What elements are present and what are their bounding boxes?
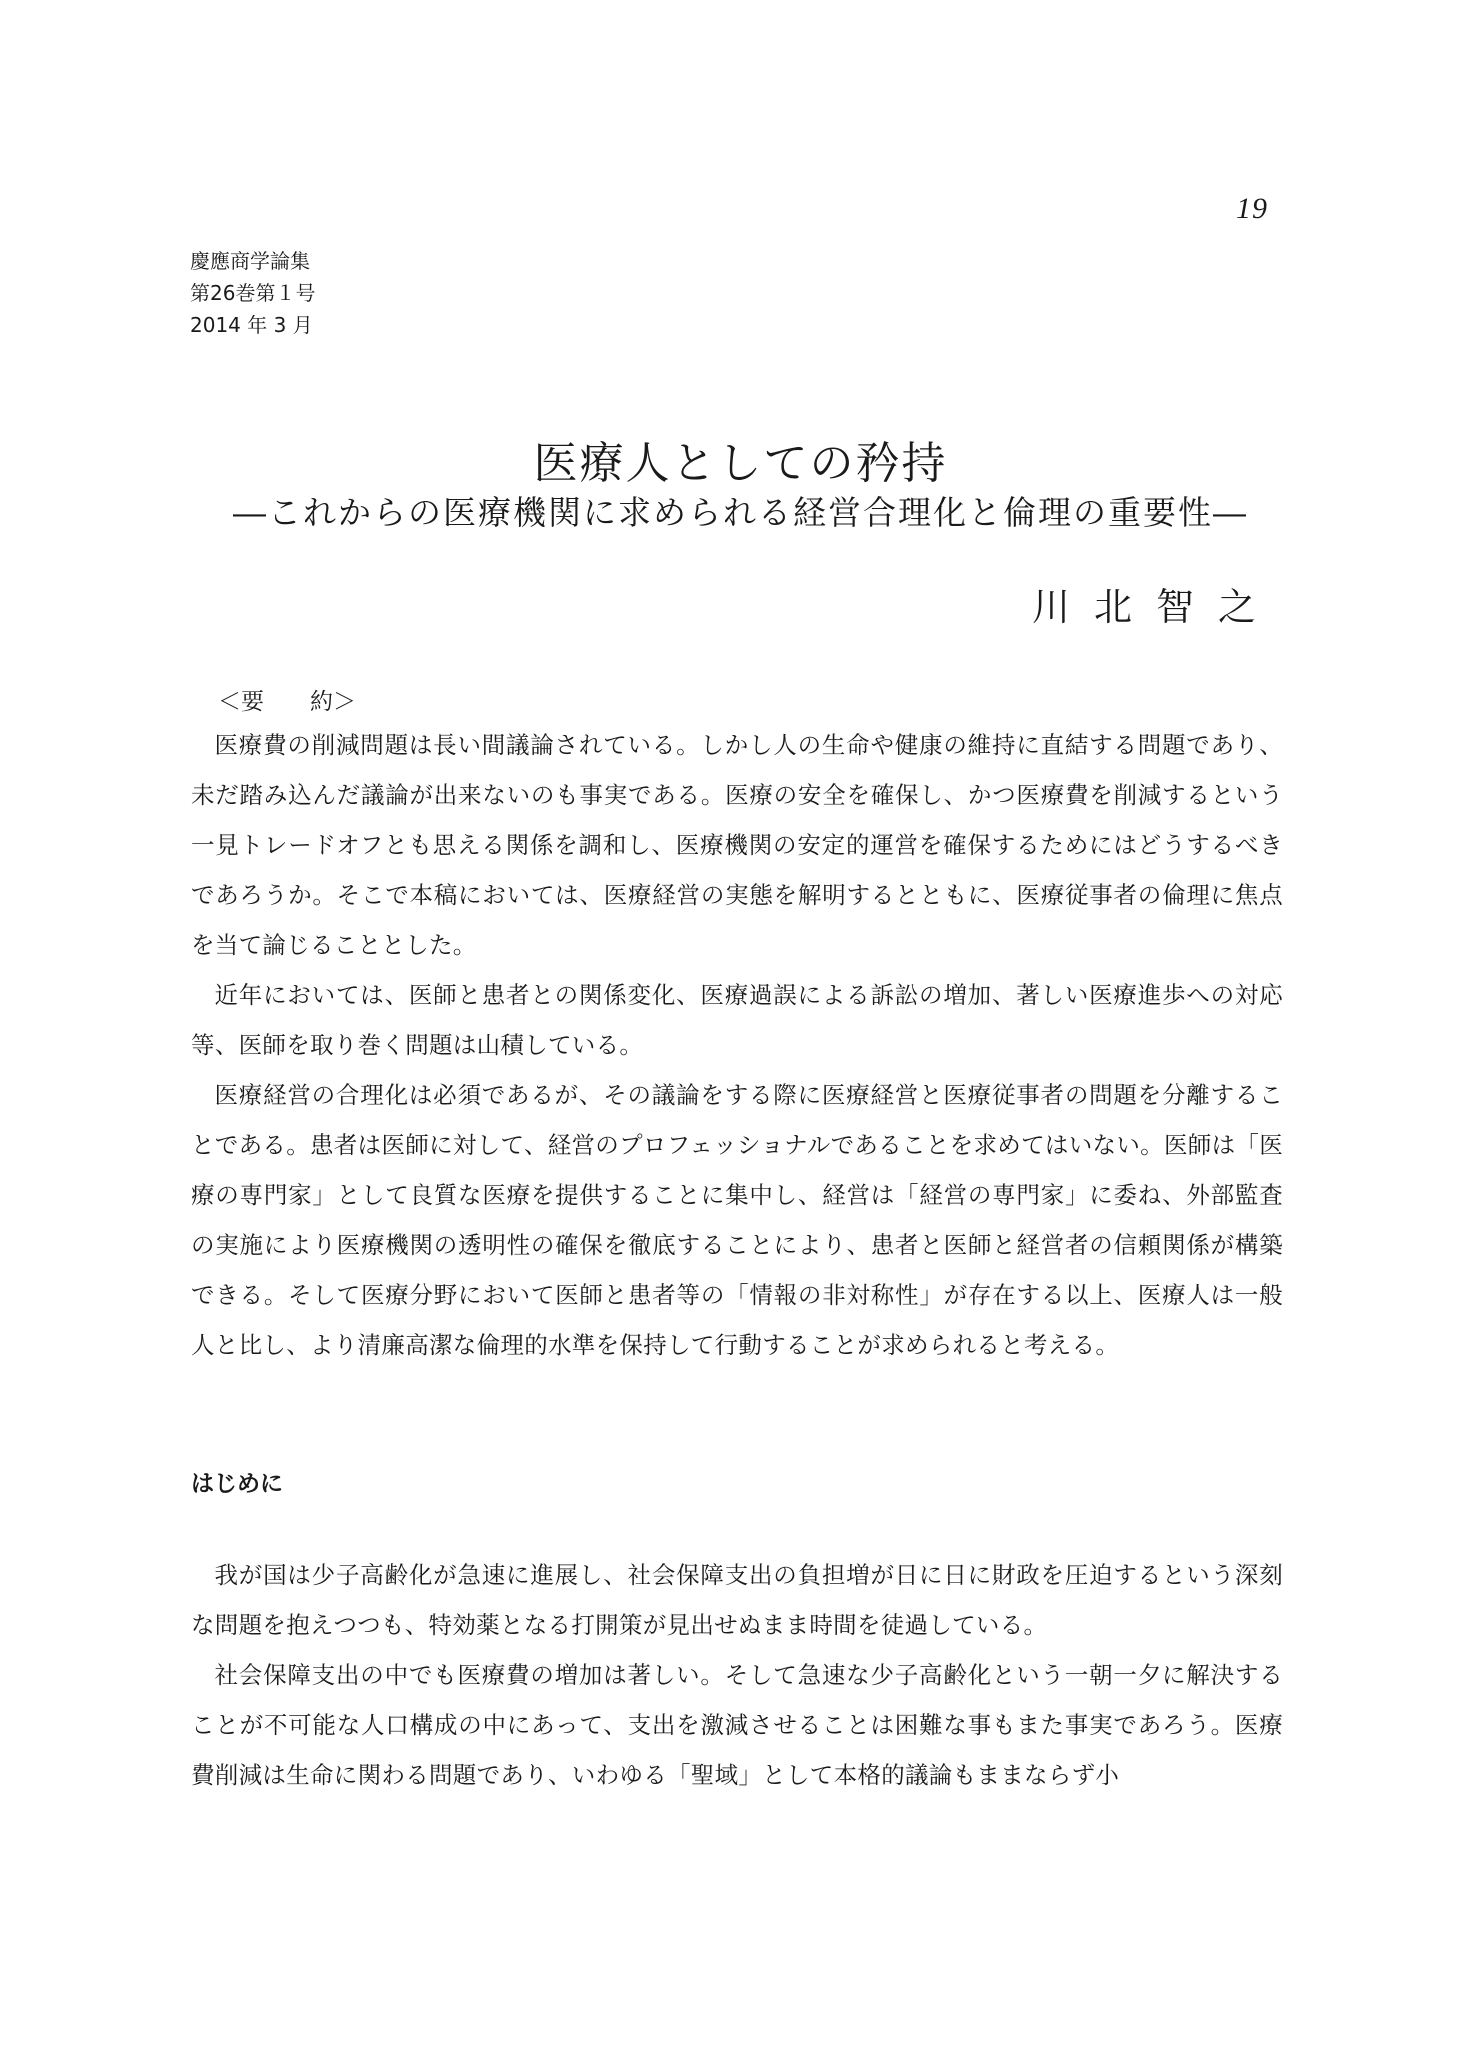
article-author: 川北智之	[1031, 585, 1280, 629]
journal-volume-issue: 第26巻第１号	[190, 281, 316, 305]
abstract-paragraph: 医療費の削減問題は長い間議論されている。しかし人の生命や健康の維持に直結する問題であり、未だ踏み込んだ議論が出来ないのも事実である。医療の安全を確保し、かつ医療費を削減するという一見トレードオフとも思える関係を調和し、医療機関の安定的運営を確保するためにはどうするべきであろうか。そこで本稿においては、医療経営の実態を解明するとともに、医療従事者の倫理に焦点を当て論じることとした。	[191, 731, 1283, 959]
article-title: 医療人としての矜持	[533, 438, 948, 489]
section-heading-introduction: はじめに	[191, 1471, 283, 1497]
introduction-paragraph: 社会保障支出の中でも医療費の増加は著しい。そして急速な少子高齢化という一朝一夕に解決することが不可能な人口構成の中にあって、支出を激減させることは困難な事もまた事実であろう。医療費削減は生命に関わる問題であり、いわゆる「聖域」として本格的議論もままならず小	[191, 1661, 1283, 1789]
page-number: 19	[1236, 192, 1268, 225]
article-subtitle: ―これからの医療機関に求められる経営合理化と倫理の重要性―	[233, 493, 1248, 532]
abstract-heading: ＜要 約＞	[218, 689, 356, 715]
introduction-body	[191, 1550, 1283, 1800]
journal-date: 2014 年 3 月	[190, 313, 313, 337]
introduction-paragraph: 我が国は少子高齢化が急速に進展し、社会保障支出の負担増が日に日に財政を圧迫するという深刻な問題を抱えつつも、特効薬となる打開策が見出せぬまま時間を徒過している。	[191, 1561, 1283, 1639]
abstract-paragraph: 医療経営の合理化は必須であるが、その議論をする際に医療経営と医療従事者の問題を分離することである。患者は医師に対して、経営のプロフェッショナルであることを求めてはいない。医師は「医療の専門家」として良質な医療を提供することに集中し、経営は「経営の専門家」に委ね、外部監査の実施により医療機関の透明性の確保を徹底することにより、患者と医師と経営者の信頼関係が構築できる。そして医療分野において医師と患者等の「情報の非対称性」が存在する以上、医療人は一般人と比し、より清廉高潔な倫理的水準を保持して行動することが求められると考える。	[191, 1081, 1283, 1359]
abstract-body	[191, 720, 1283, 1370]
journal-name: 慶應商学論集	[190, 249, 310, 273]
abstract-paragraph: 近年においては、医師と患者との関係変化、医療過誤による訴訟の増加、著しい医療進歩への対応等、医師を取り巻く問題は山積している。	[191, 981, 1283, 1059]
journal-info	[190, 245, 315, 341]
